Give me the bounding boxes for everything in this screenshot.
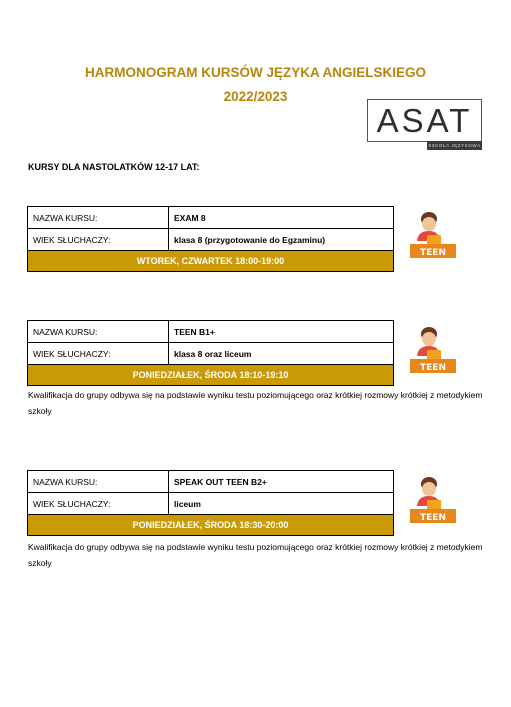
qualification-note: Kwalifikacja do grupy odbywa się na podstawie wyniku testu poziomującego oraz krótkiej rozmowy krótkiej z metodykiem szkoły (28, 390, 483, 416)
table-row (28, 207, 394, 229)
course-table-exam8 (27, 206, 394, 272)
course-name-label: NAZWA KURSU: (28, 471, 169, 493)
table-row (28, 229, 394, 251)
teen-badge-icon (408, 208, 458, 260)
age-label: WIEK SŁUCHACZY: (28, 493, 169, 515)
age-value: klasa 8 oraz liceum (169, 343, 394, 365)
age-label: WIEK SŁUCHACZY: (28, 343, 169, 365)
table-row (28, 493, 394, 515)
teen-badge-icon (408, 473, 458, 525)
course-table-teen-b1 (27, 320, 394, 386)
age-value: liceum (169, 493, 394, 515)
section-heading: KURSY DLA NASTOLATKÓW 12-17 LAT: (28, 162, 200, 172)
course-name-label: NAZWA KURSU: (28, 321, 169, 343)
age-value: klasa 8 (przygotowanie do Egzaminu) (169, 229, 394, 251)
table-row (28, 515, 394, 536)
teen-badge-label: TEEN (420, 363, 446, 373)
schedule-banner: PONIEDZIAŁEK, ŚRODA 18:30-20:00 (28, 515, 394, 536)
course-name-value: EXAM 8 (169, 207, 394, 229)
schedule-banner: WTOREK, CZWARTEK 18:00-19:00 (28, 251, 394, 272)
course-name-value: TEEN B1+ (169, 321, 394, 343)
teen-badge-label: TEEN (420, 248, 446, 258)
course-name-value: SPEAK OUT TEEN B2+ (169, 471, 394, 493)
table-row (28, 365, 394, 386)
logo-tagline: SZKOŁA JĘZYKOWA (428, 143, 481, 148)
document-title: HARMONOGRAM KURSÓW JĘZYKA ANGIELSKIEGO (84, 65, 426, 80)
schedule-banner: PONIEDZIAŁEK, ŚRODA 18:10-19:10 (28, 365, 394, 386)
teen-badge-label: TEEN (420, 513, 446, 523)
table-row (28, 471, 394, 493)
table-row (28, 251, 394, 272)
table-row (28, 321, 394, 343)
course-table-speak-out-b2 (27, 470, 394, 536)
table-row (28, 343, 394, 365)
teen-badge-icon (408, 323, 458, 375)
asat-logo (367, 99, 482, 150)
school-year: 2022/2023 (223, 89, 288, 104)
course-name-label: NAZWA KURSU: (28, 207, 169, 229)
age-label: WIEK SŁUCHACZY: (28, 229, 169, 251)
logo-wordmark: ASAT (376, 102, 473, 139)
qualification-note: Kwalifikacja do grupy odbywa się na podstawie wyniku testu poziomującego oraz krótkiej rozmowy krótkiej z metodykiem szkoły (28, 542, 483, 568)
